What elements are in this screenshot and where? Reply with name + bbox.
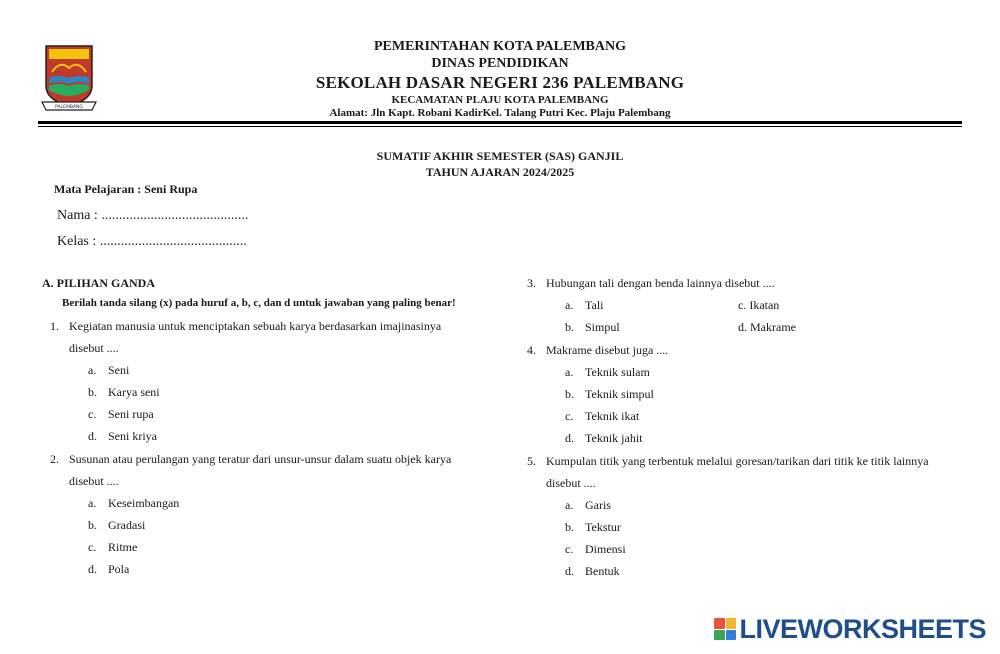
question-text: Makrame disebut juga ....: [546, 343, 669, 357]
section-title: A. PILIHAN GANDA: [42, 276, 156, 290]
option-text[interactable]: Seni: [108, 363, 130, 377]
option-text[interactable]: Pola: [108, 562, 130, 576]
question-text: Kumpulan titik yang terbentuk melalui goresan/tarikan dari titik ke titik lainnya: [546, 454, 929, 468]
option-key[interactable]: c.: [565, 409, 574, 423]
question-text: Hubungan tali dengan benda lainnya disebut ....: [546, 276, 775, 290]
option-key[interactable]: a.: [565, 298, 574, 312]
option-text[interactable]: Teknik simpul: [585, 387, 654, 401]
question-text-cont: disebut ....: [69, 474, 119, 488]
option-text[interactable]: Teknik ikat: [585, 409, 640, 423]
option-text[interactable]: Keseimbangan: [108, 496, 180, 510]
liveworksheets-logo-icon: [714, 618, 736, 640]
question-number: 2.: [50, 452, 59, 466]
option-key[interactable]: d.: [565, 431, 574, 445]
option-text[interactable]: Tekstur: [585, 520, 621, 534]
question-number: 4.: [527, 343, 536, 357]
option-key[interactable]: a.: [88, 363, 97, 377]
option-text[interactable]: Simpul: [585, 320, 620, 334]
option-key[interactable]: b.: [565, 320, 574, 334]
option-text[interactable]: Tali: [585, 298, 604, 312]
header-district: KECAMATAN PLAJU KOTA PALEMBANG: [391, 94, 609, 106]
header-school-name: SEKOLAH DASAR NEGERI 236 PALEMBANG: [315, 73, 685, 92]
student-class-field[interactable]: Kelas : ..........................................: [57, 234, 247, 249]
option-key[interactable]: c.: [565, 542, 574, 556]
question-text: Kegiatan manusia untuk menciptakan sebuah karya berdasarkan imajinasinya: [69, 319, 442, 333]
brand-name: LIVEWORKSHEETS: [739, 613, 986, 644]
option-text[interactable]: c. Ikatan: [738, 298, 780, 312]
option-text[interactable]: Dimensi: [585, 542, 626, 556]
question-number: 1.: [50, 319, 59, 333]
svg-text:PALEMBANG: PALEMBANG: [55, 105, 83, 110]
header-department: DINAS PENDIDIKAN: [431, 56, 569, 71]
option-key[interactable]: b.: [88, 385, 97, 399]
option-text[interactable]: Teknik jahit: [585, 431, 643, 445]
option-key[interactable]: a.: [565, 365, 574, 379]
option-text[interactable]: Bentuk: [585, 564, 620, 578]
option-key[interactable]: c.: [88, 407, 97, 421]
option-key[interactable]: d.: [88, 562, 97, 576]
option-text[interactable]: Garis: [585, 498, 611, 512]
option-text[interactable]: Seni rupa: [108, 407, 154, 421]
question-text-cont: disebut ....: [69, 341, 119, 355]
exam-year: TAHUN AJARAN 2024/2025: [425, 165, 575, 179]
option-text[interactable]: d. Makrame: [738, 320, 796, 334]
option-text[interactable]: Seni kriya: [108, 429, 157, 443]
option-key[interactable]: d.: [88, 429, 97, 443]
option-key[interactable]: d.: [565, 564, 574, 578]
option-key[interactable]: a.: [88, 496, 97, 510]
header-government: PEMERINTAHAN KOTA PALEMBANG: [373, 39, 626, 54]
liveworksheets-brand[interactable]: [714, 613, 986, 645]
option-key[interactable]: b.: [88, 518, 97, 532]
option-text[interactable]: Karya seni: [108, 385, 160, 399]
question-text-cont: disebut ....: [546, 476, 596, 490]
question-number: 5.: [527, 454, 536, 468]
question-text: Susunan atau perulangan yang teratur dari unsur-unsur dalam suatu objek karya: [69, 452, 452, 466]
exam-title: SUMATIF AKHIR SEMESTER (SAS) GANJIL: [376, 149, 624, 163]
section-instruction: Berilah tanda silang (x) pada huruf a, b, c, dan d untuk jawaban yang paling benar!: [62, 297, 456, 309]
question-number: 3.: [527, 276, 536, 290]
student-name-field[interactable]: Nama : ..........................................: [57, 208, 249, 223]
option-key[interactable]: b.: [565, 387, 574, 401]
option-text[interactable]: Teknik sulam: [585, 365, 650, 379]
option-key[interactable]: a.: [565, 498, 574, 512]
option-key[interactable]: b.: [565, 520, 574, 534]
option-key[interactable]: c.: [88, 540, 97, 554]
option-text[interactable]: Gradasi: [108, 518, 146, 532]
option-text[interactable]: Ritme: [108, 540, 138, 554]
subject-label: Mata Pelajaran : Seni Rupa: [54, 182, 198, 196]
header-address: Alamat: Jln Kapt. Robani KadirKel. Talang Putri Kec. Plaju Palembang: [329, 107, 671, 119]
